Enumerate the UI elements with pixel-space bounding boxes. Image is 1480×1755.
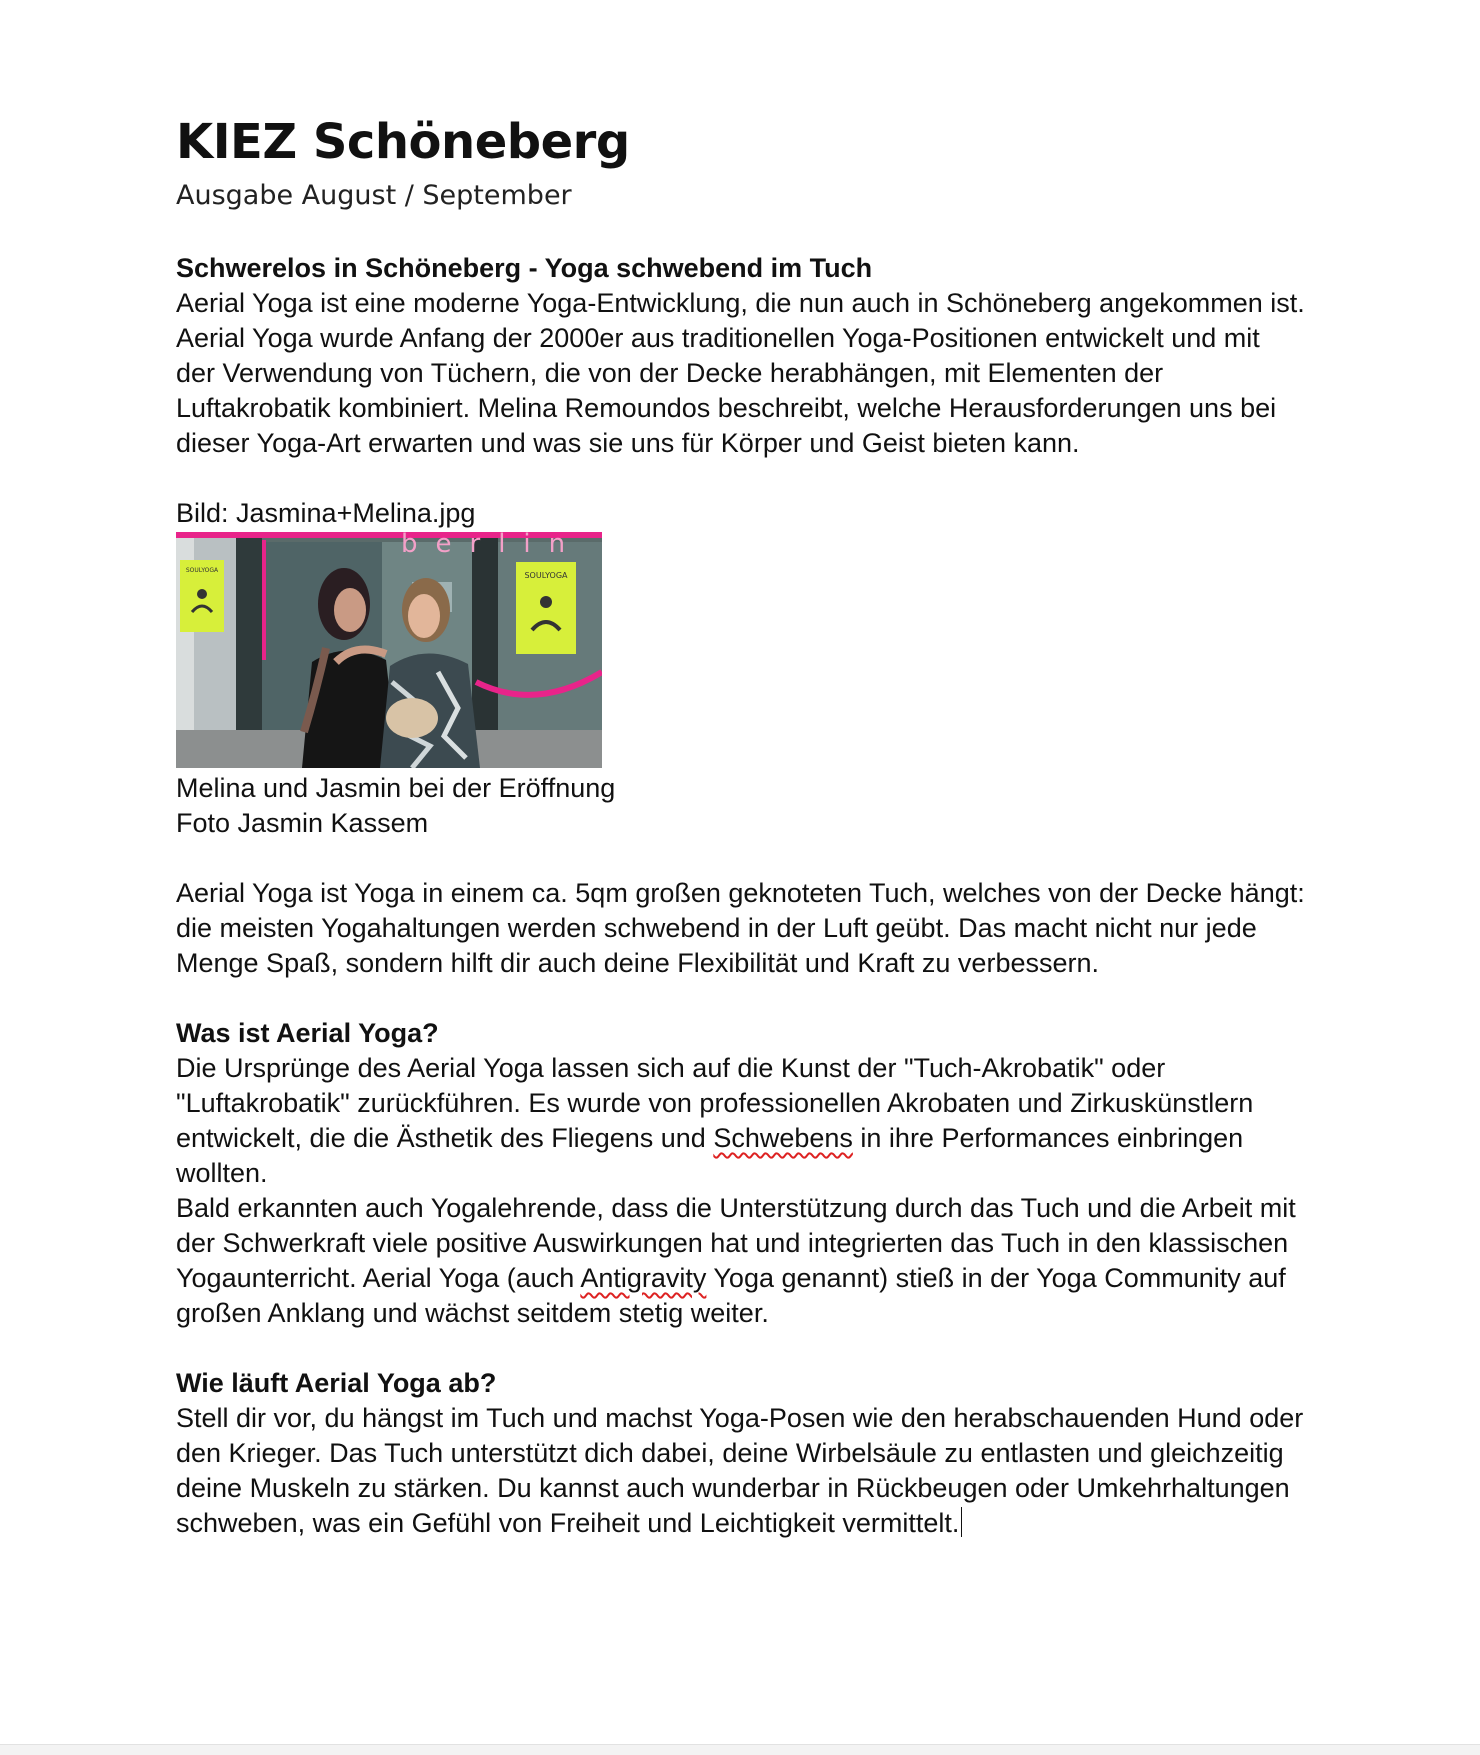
section-1-heading: Was ist Aerial Yoga? — [176, 1018, 439, 1048]
poster-left-text: SOULYOGA — [185, 567, 219, 574]
section-2-text-content: Stell dir vor, du hängst im Tuch und machst Yoga-Posen wie den herabschauenden Hund oder den Krieger. Das Tuch unterstützt dich dabei, deine Wirbelsäule zu entlasten und gleichzeitig deine Muskeln zu stärken. Du kannst auch wunderbar in Rückbeugen oder Umkehrhaltungen schweben, was ein Gefühl von Freiheit und Leichtigkeit vermittelt. — [176, 1403, 1304, 1538]
article-intro: Aerial Yoga ist eine moderne Yoga-Entwicklung, die nun auch in Schöneberg angekommen ist. Aerial Yoga wurde Anfang der 2000er aus traditionellen Yoga-Positionen entwickelt und mit der Verwendung von Tüchern, die von der Decke herabhängen, mit Elementen der Luftakrobatik kombiniert. Melina Remoundos beschreibt, welche Herausforderungen uns bei dieser Yoga-Art erwarten und was sie uns für Körper und Geist bieten kann. — [176, 288, 1305, 458]
paragraph-1: Aerial Yoga ist Yoga in einem ca. 5qm großen geknoteten Tuch, welches von der Decke hängt: die meisten Yogahaltungen werden schwebend in der Luft geübt. Das macht nicht nur jede Menge Spaß, sondern hilft dir auch deine Flexibilität und Kraft zu verbessern. — [176, 878, 1305, 978]
text-cursor — [961, 1507, 962, 1537]
spellcheck-word-schwebens[interactable]: Schwebens — [713, 1123, 853, 1153]
page-bottom-edge — [0, 1744, 1480, 1755]
photo-credit: Foto Jasmin Kassem — [176, 808, 429, 838]
photo-sign-text: berlin — [401, 532, 584, 559]
photo-caption: Melina und Jasmin bei der Eröffnung — [176, 773, 616, 803]
article-photo[interactable] — [176, 532, 602, 768]
section-1-text-a-start: Die Ursprünge des Aerial Yoga lassen sich auf die Kunst der "Tuch-Akrobatik" oder "Luftakrobatik" zurückführen. Es wurde von professionellen Akrobaten und Zirkuskünstlern entwickelt, die die Ästhetik des Fliegens und — [176, 1053, 1254, 1153]
spellcheck-word-antigravity[interactable]: Antigravity — [580, 1263, 707, 1293]
magazine-title: KIEZ Schöneberg — [176, 114, 630, 170]
section-1-text-a-end: in ihre Performances einbringen wollten. — [176, 1123, 1244, 1188]
document-content[interactable] — [176, 112, 1336, 1541]
issue-subtitle: Ausgabe August / September — [176, 180, 572, 211]
section-2-heading: Wie läuft Aerial Yoga ab? — [176, 1368, 497, 1398]
section-1-text-a — [176, 1051, 1306, 1191]
section-1-text-b — [176, 1191, 1306, 1331]
poster-right-text: SOULYOGA — [524, 571, 568, 580]
article-title: Schwerelos in Schöneberg - Yoga schwebend im Tuch — [176, 253, 873, 283]
section-1-text-b-end: Yoga genannt) stieß in der Yoga Community auf großen Anklang und wächst seitdem stetig weiter. — [176, 1263, 1286, 1328]
section-2-text — [176, 1401, 1306, 1541]
section-1-text-b-start: Bald erkannten auch Yogalehrende, dass die Unterstützung durch das Tuch und die Arbeit mit der Schwerkraft viele positive Auswirkungen hat und integrierten das Tuch in den klassischen Yogaunterricht. Aerial Yoga (auch — [176, 1193, 1296, 1293]
image-label: Bild: Jasmina+Melina.jpg — [176, 498, 476, 528]
